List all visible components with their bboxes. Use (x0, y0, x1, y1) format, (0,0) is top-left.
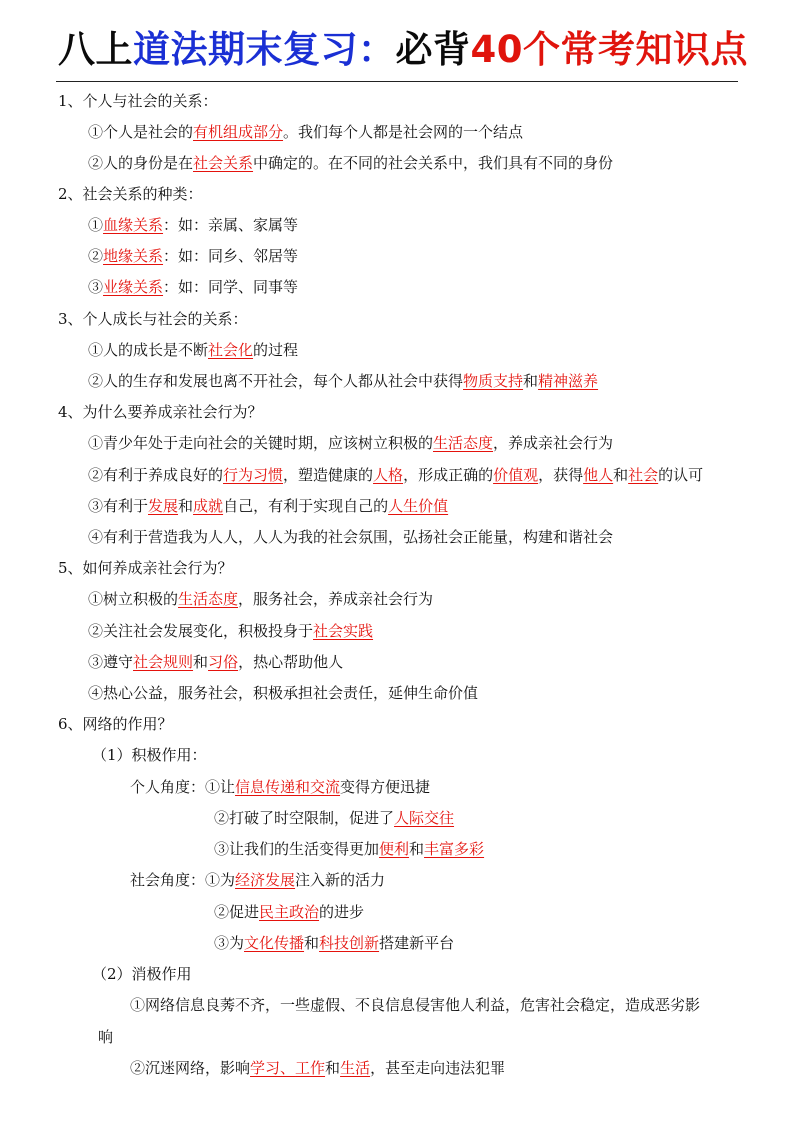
keyword: 学习、 (250, 1059, 296, 1077)
list-item: ②地缘关系：如：同乡、邻居等 (88, 247, 299, 265)
keyword: 精神滋养 (538, 372, 599, 390)
keyword: 人生价值 (388, 497, 449, 515)
list-item: ①个人是社会的有机组成部分。我们每个人都是社会网的一个结点 (88, 123, 524, 141)
keyword: 便利 (379, 840, 410, 858)
section-heading: 6、网络的作用？ (58, 715, 173, 733)
section-heading: 2、社会关系的种类： (58, 185, 203, 203)
section-heading: 4、为什么要养成亲社会行为？ (58, 403, 263, 421)
keyword: 社会实践 (313, 622, 374, 640)
keyword: 价值观 (493, 466, 539, 484)
keyword: 业缘关系 (103, 278, 164, 296)
list-item: ②促进民主政治的进步 (214, 903, 365, 921)
list-item: ①树立积极的生活态度，服务社会，养成亲社会行为 (88, 590, 434, 608)
list-item: ②人的身份是在社会关系中确定的。在不同的社会关系中，我们具有不同的身份 (88, 154, 614, 172)
keyword: 物质支持 (463, 372, 524, 390)
list-item: ④热心公益，服务社会，积极承担社会责任，延伸生命价值 (88, 684, 479, 702)
section-heading: 5、如何养成亲社会行为？ (58, 559, 233, 577)
keyword: 行为习惯 (223, 466, 284, 484)
list-item: ②有利于养成良好的行为习惯，塑造健康的人格，形成正确的价值观，获得他人和社会的认可 (88, 466, 704, 484)
keyword: 丰富多彩 (424, 840, 485, 858)
keyword: 文化传播 (244, 934, 305, 952)
keyword: 人际交往 (394, 809, 455, 827)
list-item: ④有利于营造我为人人，人人为我的社会氛围，弘扬社会正能量，构建和谐社会 (88, 528, 614, 546)
keyword: 生活态度 (178, 590, 239, 608)
title-part-subject: 道法期末复习： (133, 28, 396, 71)
keyword: 民主政治 (259, 903, 320, 921)
section-heading: 3、个人成长与社会的关系： (58, 310, 248, 328)
keyword: 经济发展 (235, 871, 296, 889)
list-item: ①人的成长是不断社会化的过程 (88, 341, 299, 359)
list-item: ③业缘关系：如：同学、同事等 (88, 278, 299, 296)
keyword: 血缘关系 (103, 216, 164, 234)
keyword: 社会化 (208, 341, 254, 359)
list-item: ①血缘关系：如：亲属、家属等 (88, 216, 299, 234)
page-title (58, 26, 748, 74)
list-item: 社会角度：①为经济发展注入新的活力 (130, 871, 386, 889)
title-part-count: 40个常考知识点 (470, 28, 748, 71)
title-divider (56, 81, 738, 82)
title-part-must: 必背 (395, 28, 471, 71)
list-item-wrap: 响 (98, 1028, 114, 1046)
keyword: 社会 (628, 466, 659, 484)
keyword: 有机组成部分 (193, 123, 284, 141)
list-item: ③遵守社会规则和习俗，热心帮助他人 (88, 653, 344, 671)
keyword: 习俗 (208, 653, 239, 671)
list-item: ②沉迷网络，影响学习、工作和生活，甚至走向违法犯罪 (130, 1059, 506, 1077)
list-item: ②关注社会发展变化，积极投身于社会实践 (88, 622, 374, 640)
list-item: ②人的生存和发展也离不开社会，每个人都从社会中获得物质支持和精神滋养 (88, 372, 599, 390)
list-item: ①青少年处于走向社会的关键时期，应该树立积极的生活态度，养成亲社会行为 (88, 434, 614, 452)
subsection-heading: （2）消极作用 (92, 965, 192, 983)
keyword: 发展 (148, 497, 179, 515)
title-part-grade: 八上 (58, 28, 133, 71)
keyword: 社会规则 (133, 653, 194, 671)
section-heading: 1、个人与社会的关系： (58, 92, 218, 110)
keyword: 生活态度 (433, 434, 494, 452)
keyword: 社会关系 (193, 154, 254, 172)
keyword: 信息传递和交流 (235, 778, 341, 796)
keyword: 人格 (373, 466, 404, 484)
keyword: 工作 (295, 1059, 326, 1077)
list-item: ③让我们的生活变得更加便利和丰富多彩 (214, 840, 485, 858)
subsection-heading: （1）积极作用： (92, 746, 207, 764)
list-item: ①网络信息良莠不齐，一些虚假、不良信息侵害他人利益，危害社会稳定，造成恶劣影 (130, 996, 701, 1014)
list-item: ③有利于发展和成就自己，有利于实现自己的人生价值 (88, 497, 449, 515)
list-item: ③为文化传播和科技创新搭建新平台 (214, 934, 455, 952)
keyword: 地缘关系 (103, 247, 164, 265)
keyword: 成就 (193, 497, 224, 515)
keyword: 生活 (340, 1059, 371, 1077)
list-item: ②打破了时空限制，促进了人际交往 (214, 809, 455, 827)
list-item: 个人角度：①让信息传递和交流变得方便迅捷 (130, 778, 431, 796)
keyword: 科技创新 (319, 934, 380, 952)
keyword: 他人 (583, 466, 614, 484)
